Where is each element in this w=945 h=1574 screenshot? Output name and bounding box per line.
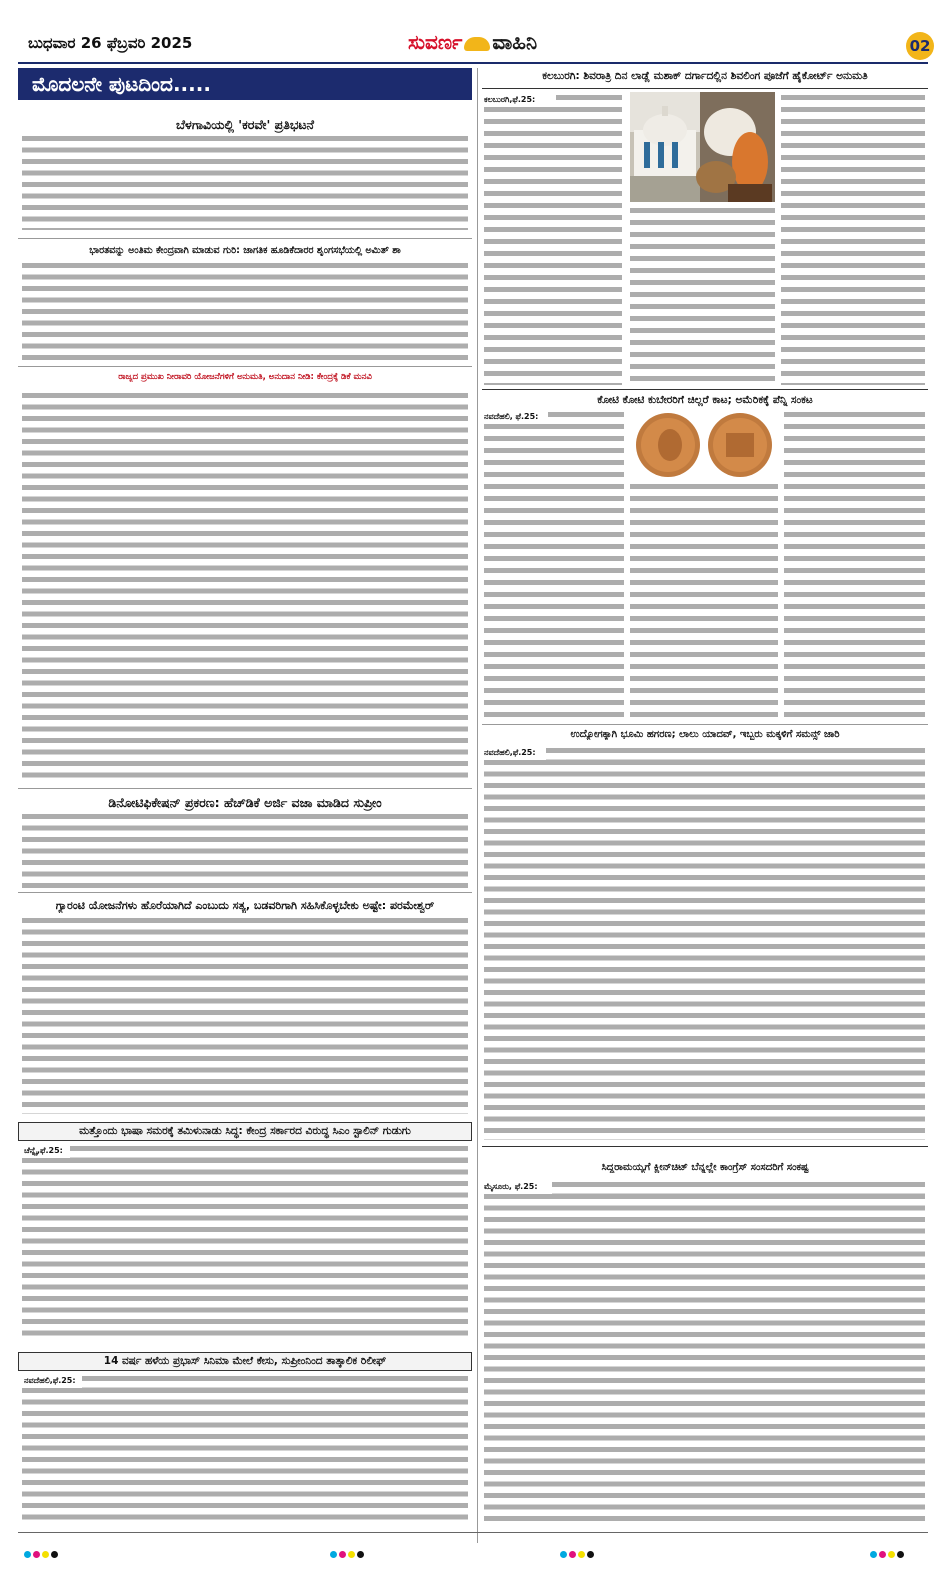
headline-kalaburagi: ಕಲಬುರಗಿ: ಶಿವರಾತ್ರಿ ದಿನ ಲಾಡ್ಲೆ ಮಶಾಕ್ ದರ್ಗಾದಲ್ಲಿನ ಶಿವಲಿಂಗ ಪೂಜೆಗೆ ಹೈಕೋರ್ಟ್ ಅನುಮತಿ (542, 70, 868, 82)
headline-laluyadav: ಉದ್ಯೋಗಕ್ಕಾಗಿ ಭೂಮಿ ಹಗರಣ; ಲಾಲು ಯಾದವ್, ಇಬ್ಬರು ಮಕ್ಕಳಿಗೆ ಸಮನ್ಸ್ ಜಾರಿ (570, 729, 840, 740)
yellow-mark (578, 1551, 585, 1558)
byline-stalin: ಚೆನ್ನೈ,ಫೆ.25: (24, 1146, 63, 1155)
divider (482, 724, 928, 725)
article-body-railway (22, 393, 468, 783)
dargah-photo-illustration (630, 92, 775, 202)
byline-laluyadav: ನವದೆಹಲಿ,ಫೆ.25: (484, 748, 536, 757)
black-mark (51, 1551, 58, 1558)
registration-marks-right (870, 1543, 906, 1551)
yellow-mark (348, 1551, 355, 1558)
registration-marks-center-right (560, 1543, 596, 1551)
byline-penny: ನವದೆಹಲಿ, ಫೆ.25: (484, 412, 539, 421)
yellow-mark (888, 1551, 895, 1558)
byline-kalaburagi: ಕಲಬುರಗಿ,ಫೆ.25: (484, 95, 536, 104)
article-body-belagavi (22, 136, 468, 230)
dargah-photo (630, 92, 775, 202)
black-mark (897, 1551, 904, 1558)
cyan-mark (330, 1551, 337, 1558)
article-body-siddaramaiah (484, 1182, 925, 1522)
registration-marks-center-left (330, 1543, 366, 1551)
black-mark (587, 1551, 594, 1558)
cyan-mark (24, 1551, 31, 1558)
article-body-stalin (22, 1146, 468, 1342)
issue-date: ಬುಧವಾರ 26 ಫೆಬ್ರವರಿ 2025 (28, 34, 193, 52)
footer-rule (18, 1532, 928, 1533)
headline-amitshah: ಭಾರತವನ್ನು ಅಂತಿಮ ಕೇಂದ್ರವಾಗಿ ಮಾಡುವ ಗುರಿ: ಜಾಗತಿಕ ಹೂಡಿಕೆದಾರರ ಶೃಂಗಸಭೆಯಲ್ಲಿ ಅಮಿತ್ ಶಾ (89, 245, 401, 256)
headline-siddaramaiah: ಸಿದ್ದರಾಮಯ್ಯಗೆ ಕ್ಲೀನ್‌ಚಿಟ್ ಬೆನ್ನಲ್ಲೇ ಕಾಂಗ್ರೆಸ್ ಸಂಸದರಿಗೆ ಸಂಕಷ್ಟ (601, 1162, 809, 1173)
article-body-denotification (22, 814, 468, 888)
penny-coins-illustration (630, 411, 778, 479)
divider (18, 238, 472, 239)
divider (482, 389, 928, 390)
headline-denotification: ಡಿನೋಟಿಫಿಕೇಷನ್ ಪ್ರಕರಣ: ಹೆಚ್‌ಡಿಕೆ ಅರ್ಜಿ ವಜಾ ಮಾಡಿದ ಸುಪ್ರೀಂ (108, 795, 382, 810)
column-divider (477, 68, 478, 1543)
headline-penny: ಕೋಟಿ ಕೋಟಿ ಕುಬೇರರಿಗೆ ಚಿಲ್ಲರೆ ಕಾಟ; ಅಮೆರಿಕಕ್ಕೆ ಪೆನ್ನಿ ಸಂಕಟ (597, 394, 813, 406)
page-header (18, 30, 931, 62)
byline-prabhas: ನವದೆಹಲಿ,ಫೆ.25: (24, 1376, 76, 1385)
header-rule (18, 62, 928, 64)
article-body-prabhas (22, 1376, 468, 1524)
headline-guarantee: ಗ್ಯಾರಂಟಿ ಯೋಜನೆಗಳು ಹೊರೆಯಾಗಿದೆ ಎಂಬುದು ಸತ್ಯ, ಬಡವರಿಗಾಗಿ ಸಹಿಸಿಕೊಳ್ಳಬೇಕು ಅಷ್ಟೇ: ಪರಮೇಶ್ವರ್ (55, 899, 435, 912)
yellow-mark (42, 1551, 49, 1558)
penny-coins-photo (630, 411, 778, 479)
divider (18, 892, 472, 893)
divider (482, 1146, 928, 1147)
cyan-mark (870, 1551, 877, 1558)
headline-belagavi: ಬೆಳಗಾವಿಯಲ್ಲಿ 'ಕರವೇ' ಪ್ರತಿಭಟನೆ (176, 117, 314, 132)
article-body-laluyadav (484, 748, 925, 1140)
byline-siddaramaiah: ಮೈಸೂರು, ಫೆ.25: (484, 1182, 538, 1191)
logo-part1: ಸುವರ್ಣ (408, 30, 463, 54)
article-body-amitshah (22, 263, 468, 361)
cyan-mark (560, 1551, 567, 1558)
magenta-mark (33, 1551, 40, 1558)
headline-stalin: ಮತ್ತೊಂದು ಭಾಷಾ ಸಮರಕ್ಕೆ ತಮಿಳುನಾಡು ಸಿದ್ಧ: ಕೇಂದ್ರ ಸರ್ಕಾರದ ವಿರುದ್ಧ ಸಿಎಂ ಸ್ಟಾಲಿನ್ ಗುಡುಗು (18, 1122, 472, 1141)
logo-sun-icon (464, 37, 490, 51)
page-number: 02 (906, 32, 934, 60)
divider (18, 366, 472, 367)
magenta-mark (879, 1551, 886, 1558)
registration-marks-left (24, 1543, 60, 1551)
black-mark (357, 1551, 364, 1558)
masthead-logo (408, 30, 588, 60)
divider (18, 788, 472, 789)
magenta-mark (569, 1551, 576, 1558)
headline-prabhas: 14 ವರ್ಷ ಹಳೆಯ ಪ್ರಭಾಸ್ ಸಿನಿಮಾ ಮೇಲೆ ಕೇಸು, ಸುಪ್ರೀಂನಿಂದ ತಾತ್ಕಾಲಿಕ ರಿಲೀಫ್ (18, 1352, 472, 1371)
section-banner: ಮೊದಲನೇ ಪುಟದಿಂದ..... (18, 68, 472, 100)
logo-part2: ವಾಹಿನಿ (492, 30, 538, 54)
magenta-mark (339, 1551, 346, 1558)
divider (482, 88, 928, 89)
article-body-penny-col1 (484, 412, 624, 720)
headline-railway: ರಾಜ್ಯದ ಪ್ರಮುಖ ನೀರಾವರಿ ಯೋಜನೆಗಳಿಗೆ ಅನುಮತಿ, ಅನುದಾನ ನೀಡಿ: ಕೇಂದ್ರಕ್ಕೆ ಡಿಕೆ ಮನವಿ (118, 372, 372, 382)
article-body-penny-col3 (784, 412, 925, 720)
article-body-kalaburagi-col1 (484, 95, 622, 385)
article-body-penny-col2 (630, 484, 778, 720)
article-body-kalaburagi-col2 (630, 208, 775, 385)
article-body-guarantee (22, 918, 468, 1114)
article-body-kalaburagi-col3 (781, 95, 925, 385)
